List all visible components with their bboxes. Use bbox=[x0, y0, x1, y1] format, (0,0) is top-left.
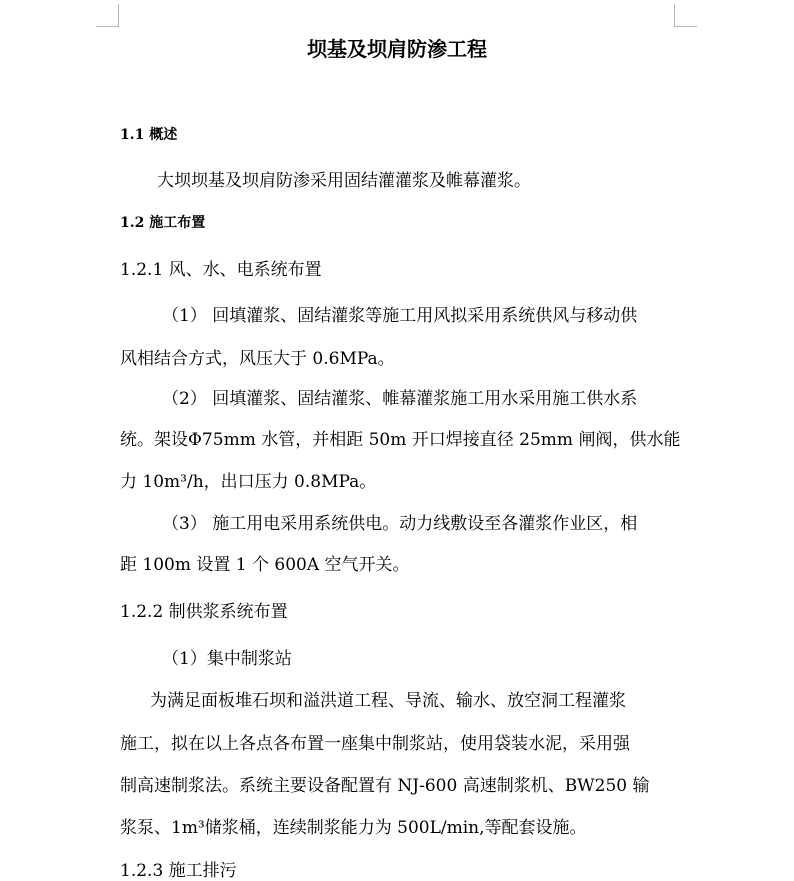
overview-paragraph: 大坝坝基及坝肩防渗采用固结灌灌浆及帷幕灌浆。 bbox=[157, 171, 531, 191]
item-2-line-2: 统。架设Φ75mm 水管，并相距 50m 开口焊接直径 25mm 闸阀，供水能 bbox=[120, 430, 681, 450]
sub-item-central-mixing-station: （1）集中制浆站 bbox=[162, 649, 292, 669]
section-heading-layout bbox=[120, 212, 205, 232]
section-title: 概述 bbox=[149, 127, 178, 143]
subsection-heading-utilities: 1.2.1 风、水、电系统布置 bbox=[120, 260, 322, 280]
item-3-line-2: 距 100m 设置 1 个 600A 空气开关。 bbox=[120, 555, 410, 575]
section-heading-overview bbox=[120, 124, 177, 144]
item-2-line-1: （2） 回填灌浆、固结灌浆、帷幕灌浆施工用水采用施工供水系 bbox=[162, 389, 638, 409]
section-number: 1.1 bbox=[120, 127, 145, 143]
section-title: 施工布置 bbox=[149, 215, 206, 231]
paragraph-line-1: 为满足面板堆石坝和溢洪道工程、导流、输水、放空洞工程灌浆 bbox=[150, 691, 626, 711]
paragraph-line-4: 浆泵、1m³储浆桶，连续制浆能力为 500L/min,等配套设施。 bbox=[120, 818, 587, 838]
paragraph-line-3: 制高速制浆法。系统主要设备配置有 NJ-600 高速制浆机、BW250 输 bbox=[120, 776, 650, 796]
item-1-line-1: （1） 回填灌浆、固结灌浆等施工用风拟采用系统供风与移动供 bbox=[162, 306, 638, 326]
page-corner-mark-top-left bbox=[96, 4, 119, 27]
section-number: 1.2 bbox=[120, 215, 145, 231]
document-title: 坝基及坝肩防渗工程 bbox=[307, 37, 487, 61]
item-1-line-2: 风相结合方式，风压大于 0.6MPa。 bbox=[120, 349, 395, 369]
subsection-heading-drainage: 1.2.3 施工排污 bbox=[120, 861, 237, 881]
paragraph-line-2: 施工，拟在以上各点各布置一座集中制浆站，使用袋装水泥，采用强 bbox=[120, 734, 630, 754]
item-2-line-3: 力 10m³/h，出口压力 0.8MPa。 bbox=[120, 472, 377, 492]
page-corner-mark-top-right bbox=[674, 4, 697, 27]
item-3-line-1: （3） 施工用电采用系统供电。动力线敷设至各灌浆作业区，相 bbox=[162, 514, 638, 534]
subsection-heading-grout-system: 1.2.2 制供浆系统布置 bbox=[120, 602, 288, 622]
